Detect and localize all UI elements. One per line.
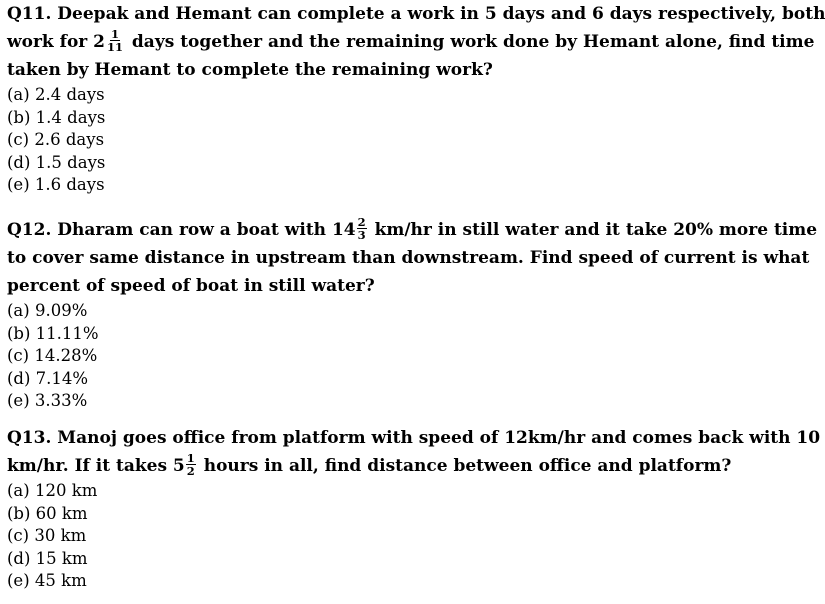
question-text-fragment: km/hr in still water and it take 20% more time <box>374 220 818 240</box>
option-e: (e) 3.33% <box>7 391 88 410</box>
option-a: (a) 120 km <box>7 481 98 500</box>
question-13-text <box>7 424 820 480</box>
fraction-denominator: 11 <box>106 40 123 54</box>
question-line <box>7 216 817 244</box>
question-text-fragment: km/hr. If it takes 5 <box>7 456 185 476</box>
option-c: (c) 2.6 days <box>7 130 105 149</box>
option-c: (c) 14.28% <box>7 346 98 365</box>
options-list <box>7 480 820 593</box>
question-11-text <box>7 0 825 84</box>
fraction-denominator: 3 <box>357 228 366 242</box>
fraction-numerator: 1 <box>186 451 195 465</box>
question-line: percent of speed of boat in still water? <box>7 276 375 296</box>
option-a: (a) 9.09% <box>7 301 88 320</box>
option-b: (b) 11.11% <box>7 323 99 343</box>
question-line <box>7 452 820 480</box>
question-line: to cover same distance in upstream than downstream. Find speed of current is what <box>7 248 810 268</box>
question-13 <box>7 424 820 593</box>
fraction-numerator: 2 <box>357 215 366 229</box>
option-c: (c) 30 km <box>7 526 87 545</box>
option-e: (e) 1.6 days <box>7 175 105 194</box>
option-d: (d) 7.14% <box>7 368 89 388</box>
option-e: (e) 45 km <box>7 571 87 590</box>
question-12 <box>7 216 817 413</box>
question-text-fragment: Q12. Dharam can row a boat with 14 <box>7 220 356 240</box>
question-11 <box>7 0 825 197</box>
option-d: (d) 15 km <box>7 548 88 568</box>
question-line: taken by Hemant to complete the remaining work? <box>7 60 493 80</box>
option-a: (a) 2.4 days <box>7 85 105 104</box>
question-12-text <box>7 216 817 300</box>
fraction-numerator: 1 <box>110 27 119 41</box>
option-d: (d) 1.5 days <box>7 152 106 172</box>
fraction <box>106 28 124 53</box>
fraction <box>186 452 196 477</box>
fraction-denominator: 2 <box>186 464 195 478</box>
question-text-fragment: days together and the remaining work done by Hemant alone, find time <box>131 32 815 52</box>
options-list <box>7 300 817 413</box>
fraction <box>357 216 367 241</box>
question-line: Q11. Deepak and Hemant can complete a work in 5 days and 6 days respectively, both <box>7 4 825 24</box>
option-b: (b) 60 km <box>7 503 88 523</box>
options-list <box>7 84 825 197</box>
question-text-fragment: hours in all, find distance between office and platform? <box>203 456 732 476</box>
question-line <box>7 28 825 56</box>
question-text-fragment: work for 2 <box>7 32 105 52</box>
question-line: Q13. Manoj goes office from platform with speed of 12km/hr and comes back with 10 <box>7 428 821 448</box>
option-b: (b) 1.4 days <box>7 107 106 127</box>
